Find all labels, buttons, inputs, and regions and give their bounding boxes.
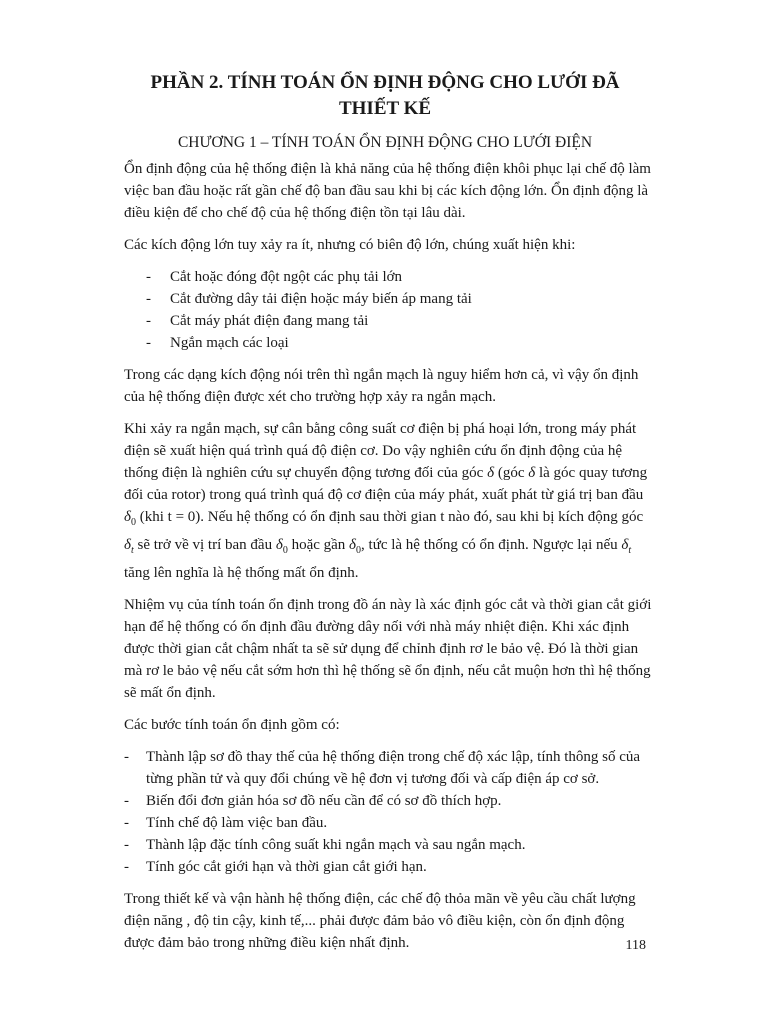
paragraph-7: Trong thiết kế và vận hành hệ thống điện, các chế độ thỏa mãn về yêu cầu chất lượng điện năng , độ tin cậy, kinh tế,... phải được đảm bảo vô điều kiện, còn ổn định động được đảm bảo trong những điều kiện nhất định. xyxy=(124,891,636,951)
math-delta: δ xyxy=(124,537,131,553)
steps-list xyxy=(124,746,654,878)
math-subscript: 0 xyxy=(282,545,288,556)
text-run: sẽ trở về vị trí ban đầu xyxy=(133,537,276,553)
chapter-title: CHƯƠNG 1 – TÍNH TOÁN ỔN ĐỊNH ĐỘNG CHO LƯỚI ĐIỆN xyxy=(177,134,593,151)
list-item: - Thành lập đặc tính công suất khi ngắn mạch và sau ngắn mạch. xyxy=(124,834,654,856)
math-delta: δ xyxy=(124,509,131,525)
paragraph-1: Ổn định động của hệ thống điện là khả năng của hệ thống điện khôi phục lại chế độ làm việc ban đầu hoặc rất gần chế độ ban đầu sau khi bị các kích động lớn. Ổn định động là điều kiện để cho chế độ của hệ thống điện tồn tại lâu dài. xyxy=(124,161,651,221)
paragraph-2: Các kích động lớn tuy xảy ra ít, nhưng có biên độ lớn, chúng xuất hiện khi: xyxy=(124,237,576,253)
text-run: tăng lên nghĩa là hệ thống mất ổn định. xyxy=(124,565,359,581)
paragraph-6: Các bước tính toán ổn định gồm có: xyxy=(124,717,340,733)
math-delta: δ xyxy=(621,537,629,553)
text-run: , tức là hệ thống có ổn định. Ngược lại nếu xyxy=(361,537,622,553)
text-run: Khi xảy ra ngắn mạch, sự cân bằng công suất cơ điện bị phá hoại lớn, trong máy phát điện sẽ xuất hiện quá trình quá độ điện cơ. Do vậy nghiên cứu ổn định động của hệ thống điện là nghiên cứu sự chuyển động tương đối của góc xyxy=(124,421,637,481)
text-run: (khi t = 0). Nếu hệ thống có ổn định sau thời gian t nào đó, sau khi bị kích động góc xyxy=(135,509,644,525)
paragraph-4 xyxy=(124,418,654,584)
list-item: - Cắt đường dây tải điện hoặc máy biến áp mang tải xyxy=(124,288,654,310)
math-subscript: 0 xyxy=(356,545,362,556)
math-delta: δ xyxy=(487,465,495,481)
list-item: - Cắt hoặc đóng đột ngột các phụ tải lớn xyxy=(124,266,654,288)
math-delta: δ xyxy=(275,537,283,553)
list-item: - Thành lập sơ đồ thay thế của hệ thống điện trong chế độ xác lập, tính thông số của từng phần tử và quy đổi chúng về hệ đơn vị tương đối và cấp điện áp cơ sở. xyxy=(124,746,654,790)
math-subscript: t xyxy=(130,545,134,556)
paragraph-3: Trong các dạng kích động nói trên thì ngắn mạch là nguy hiểm hơn cả, vì vậy ổn định của hệ thống điện được xét cho trường hợp xảy ra ngắn mạch. xyxy=(124,367,639,405)
list-item: - Biến đổi đơn giản hóa sơ đồ nếu cần để có sơ đồ thích hợp. xyxy=(124,790,654,812)
disturbance-list xyxy=(124,266,654,354)
list-item: - Ngắn mạch các loại xyxy=(124,332,654,354)
text-run: hoặc gần xyxy=(287,537,350,553)
list-item: - Tính chế độ làm việc ban đầu. xyxy=(124,812,654,834)
text-run: (góc xyxy=(494,465,529,481)
list-item: - Cắt máy phát điện đang mang tải xyxy=(124,310,654,332)
page-number: 118 xyxy=(625,938,646,953)
document-body xyxy=(124,158,654,964)
math-subscript: 0 xyxy=(130,517,136,528)
page-title: PHẦN 2. TÍNH TOÁN ỔN ĐỊNH ĐỘNG CHO LƯỚI ĐÃ THIẾT KẾ xyxy=(150,72,620,119)
math-delta: δ xyxy=(528,465,536,481)
math-subscript: t xyxy=(628,545,632,556)
list-item: - Tính góc cắt giới hạn và thời gian cắt giới hạn. xyxy=(124,856,654,878)
math-delta: δ xyxy=(349,537,357,553)
text-run: là góc quay tương đối của rotor) trong quá trình quá độ cơ điện của máy phát, xuất phát từ giá trị ban đầu xyxy=(124,465,648,503)
paragraph-5: Nhiệm vụ của tính toán ổn định trong đồ án này là xác định góc cắt và thời gian cắt giới hạn để hệ thống có ổn định đầu đường dây nối với nhà máy nhiệt điện. Khi xác định được thời gian cắt chậm nhất ta sẽ sử dụng để chỉnh định rơ le bảo vệ. Đó là thời gian mà rơ le bảo vệ nếu cắt sớm hơn thì hệ thống sẽ ổn định, nếu cắt muộn hơn thì hệ thống sẽ mất ổn định. xyxy=(124,597,652,701)
